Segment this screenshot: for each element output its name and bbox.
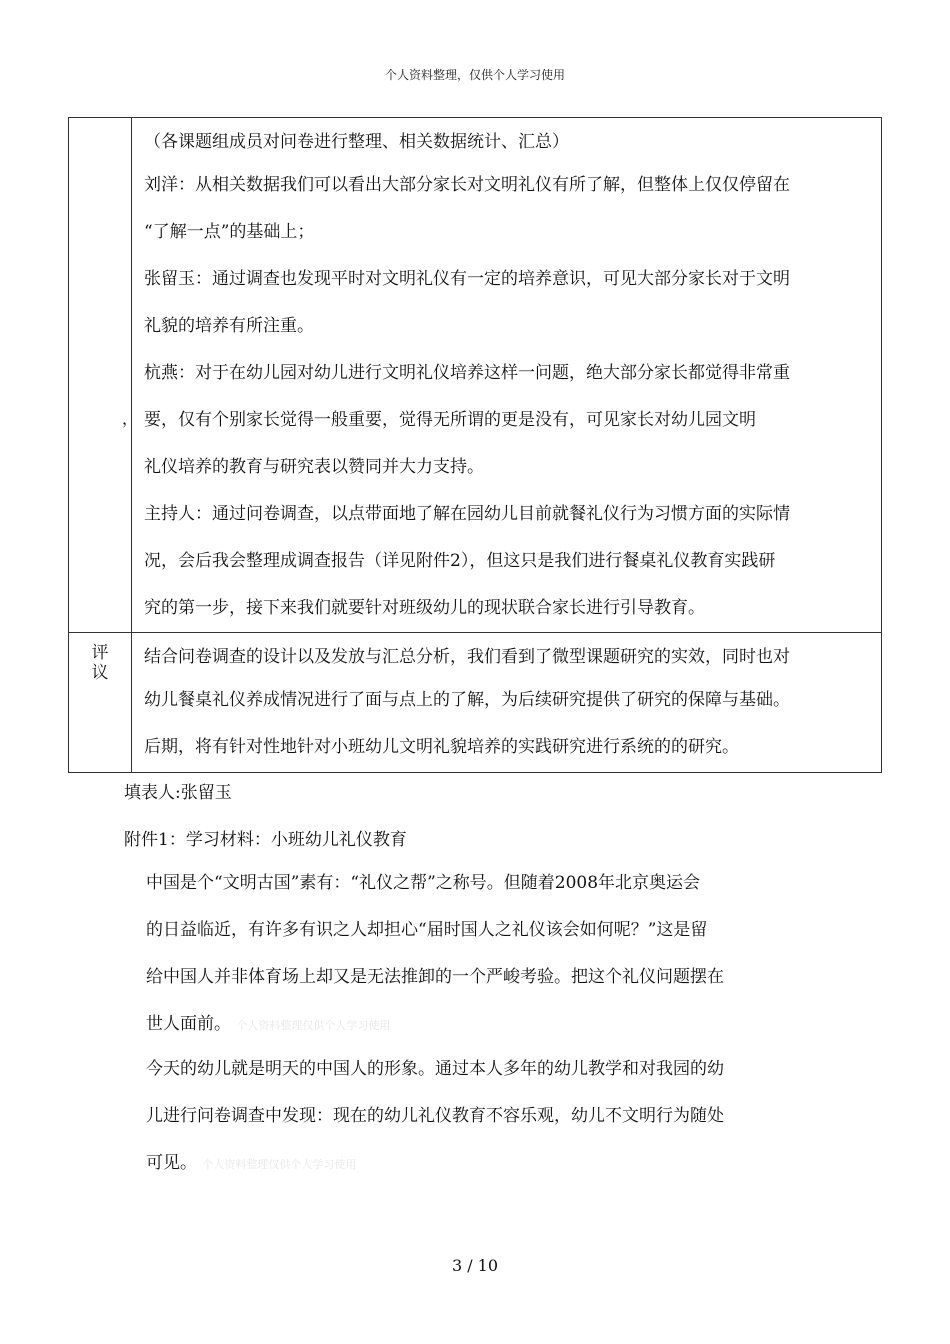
paragraph-line: 礼仪培养的教育与研究表以赞同并大力支持。 xyxy=(144,457,484,477)
body-line: 的日益临近，有许多有识之人却担心“届时国人之礼仪该会如何呢？”这是留 xyxy=(146,920,708,940)
paragraph-line: 况，会后我会整理成调查报告（详见附件2），但这只是我们进行餐桌礼仪教育实践研 xyxy=(144,551,776,571)
paragraph-line: 要，仅有个别家长觉得一般重要，觉得无所谓的更是没有，可见家长对幼儿园文明 xyxy=(144,410,756,430)
paragraph-line: 主持人：通过问卷调查，以点带面地了解在园幼儿目前就餐礼仪行为习惯方面的实际情 xyxy=(144,504,790,524)
paragraph-line: “了解一点”的基础上； xyxy=(144,222,315,242)
body-paragraph-1 xyxy=(146,860,724,1049)
page-number: 3 / 10 xyxy=(451,1256,499,1275)
discussion-content-cell xyxy=(132,118,882,633)
paragraph-line: 幼儿餐桌礼仪养成情况进行了面与点上的了解，为后续研究提供了研究的保障与基础。 xyxy=(144,690,790,710)
body-line: 中国是个“文明古国”素有：“礼仪之帮”之称号。但随着2008年北京奥运会 xyxy=(146,873,701,893)
row-label-cell xyxy=(69,118,139,633)
paragraph-line: 结合问卷调查的设计以及发放与汇总分析，我们看到了微型课题研究的实效，同时也对 xyxy=(144,647,790,667)
page-header: 个人资料整理，仅供个人学习使用 xyxy=(384,68,565,82)
paragraph-line: 后期，将有针对性地针对小班幼儿文明礼貌培养的实践研究进行系统的的研究。 xyxy=(144,737,739,757)
paragraph-line: （各课题组成员对问卷进行整理、相关数据统计、汇总） xyxy=(144,132,569,152)
review-label: 评议 xyxy=(91,643,109,683)
table-row xyxy=(69,118,882,633)
paragraph-line: 刘洋：从相关数据我们可以看出大部分家长对文明礼仪有所了解，但整体上仅仅停留在 xyxy=(144,175,790,195)
body-line: 给中国人并非体育场上却又是无法推卸的一个严峻考验。把这个礼仪问题摆在 xyxy=(146,967,724,987)
paragraph-line: 礼貌的培养有所注重。 xyxy=(144,316,314,336)
paragraph-line: 究的第一步，接下来我们就要针对班级幼儿的现状联合家长进行引导教育。 xyxy=(144,598,705,618)
watermark-text: 个人资料整理仅供个人学习使用 xyxy=(202,1158,357,1171)
form-filler: 填表人:张留玉 xyxy=(124,783,232,803)
body-line: 可见。 xyxy=(146,1153,197,1173)
row-label-mark: ， xyxy=(122,409,139,428)
row-label-cell xyxy=(69,633,132,773)
body-paragraph-2 xyxy=(146,1046,724,1188)
body-line: 儿进行问卷调查中发现：现在的幼儿礼仪教育不容乐观，幼儿不文明行为随处 xyxy=(146,1106,724,1126)
discussion-table xyxy=(68,117,882,773)
table-row xyxy=(69,633,882,773)
paragraph-line: 张留玉：通过调查也发现平时对文明礼仪有一定的培养意识，可见大部分家长对于文明 xyxy=(144,269,790,289)
review-content-cell xyxy=(132,633,882,773)
body-line: 今天的幼儿就是明天的中国人的形象。通过本人多年的幼儿教学和对我园的幼 xyxy=(146,1059,724,1079)
attachment-title: 附件1：学习材料：小班幼儿礼仪教育 xyxy=(124,830,407,850)
body-line: 世人面前。 xyxy=(146,1014,231,1034)
paragraph-line: 杭燕：对于在幼儿园对幼儿进行文明礼仪培养这样一问题，绝大部分家长都觉得非常重 xyxy=(144,363,790,383)
watermark-text: 个人资料整理仅供个人学习使用 xyxy=(236,1019,391,1032)
